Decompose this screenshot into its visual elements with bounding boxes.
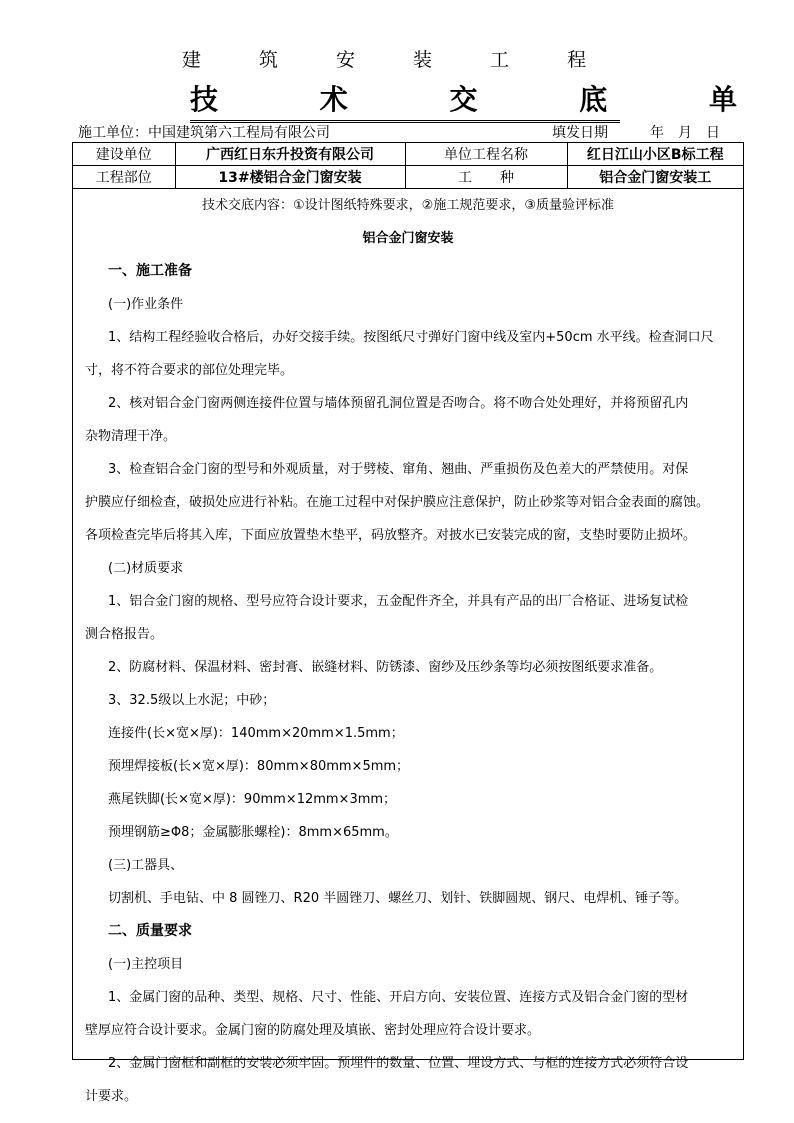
paragraph-line: 2、金属门窗框和副框的安装必须牢固。预埋件的数量、位置、埋设方式、与框的连接方式必须符合设 xyxy=(108,1056,689,1071)
construction-unit-label: 施工单位：中国建筑第六工程局有限公司 xyxy=(78,125,330,141)
paragraph-line: 测合格报告。 xyxy=(85,627,164,642)
paragraph-line: 3、32.5级以上水泥；中砂； xyxy=(108,693,276,708)
owner-value: 广西红日东升投资有限公司 xyxy=(175,143,405,166)
paragraph-line: 1、结构工程经验收合格后，办好交接手续。按图纸尺寸弹好门窗中线及室内+50cm 水平线。检查洞口尺 xyxy=(108,330,714,345)
paragraph-line: 1、铝合金门窗的规格、型号应符合设计要求，五金配件齐全，并具有产品的出厂合格证、进场复试检 xyxy=(108,594,689,609)
intro-line: 技术交底内容：①设计图纸特殊要求，②施工规范要求，③质量验评标准 xyxy=(202,198,614,213)
section-heading: 一、施工准备 xyxy=(108,263,192,279)
info-row-owner xyxy=(73,143,743,166)
owner-label: 建设单位 xyxy=(73,143,175,166)
issue-date-label: 填发日期 年 月 日 xyxy=(552,125,720,141)
info-table xyxy=(73,143,743,189)
paragraph-line: 杂物清理干净。 xyxy=(85,429,177,444)
part-value: 13#楼铝合金门窗安装 xyxy=(175,166,405,189)
disclosure-content xyxy=(73,189,743,1113)
part-label: 工程部位 xyxy=(73,166,175,189)
paragraph-line: 2、核对铝合金门窗两侧连接件位置与墙体预留孔洞位置是否吻合。将不吻合处处理好，并将预留孔内 xyxy=(108,396,689,411)
subsection-heading: (三)工器具、 xyxy=(108,858,184,873)
paragraph-line: 切割机、手电钻、中 8 圆锉刀、R20 半圆锉刀、螺丝刀、划针、铁脚圆规、钢尺、电焊机、锤子等。 xyxy=(108,891,688,906)
paragraph-line: 燕尾铁脚(长×宽×厚)：90mm×12mm×3mm； xyxy=(108,792,397,807)
paragraph-line: 计要求。 xyxy=(85,1089,138,1104)
project-name-label: 单位工程名称 xyxy=(405,143,567,166)
paragraph-line: 各项检查完毕后将其入库，下面应放置垫木垫平，码放整齐。对披水已安装完成的窗，支垫时要防止损坏。 xyxy=(85,528,697,543)
paragraph-line: 连接件(长×宽×厚)：140mm×20mm×1.5mm； xyxy=(108,726,404,741)
paragraph-line: 2、防腐材料、保温材料、密封膏、嵌缝材料、防锈漆、窗纱及压纱条等均必须按图纸要求准备。 xyxy=(108,660,663,675)
paragraph-line: 1、金属门窗的品种、类型、规格、尺寸、性能、开启方向、安装位置、连接方式及铝合金门窗的型材 xyxy=(108,990,689,1005)
disclosure-frame xyxy=(72,142,744,1104)
trade-value: 铝合金门窗安装工 xyxy=(567,166,743,189)
project-name-value: 红日江山小区B标工程 xyxy=(567,143,743,166)
document-title-top: 建 筑 安 装 工 程 xyxy=(181,49,613,71)
paragraph-line: 3、检查铝合金门窗的型号和外观质量，对于劈棱、窜角、翘曲、严重损伤及色差大的严禁使用。对保 xyxy=(108,462,689,477)
paragraph-line: 壁厚应符合设计要求。金属门窗的防腐处理及填嵌、密封处理应符合设计要求。 xyxy=(85,1023,541,1038)
subsection-heading: (二)材质要求 xyxy=(108,561,184,576)
paragraph-line: 预埋钢筋≥Φ8；金属膨胀螺栓)：8mm×65mm。 xyxy=(108,825,398,840)
paragraph-line: 护膜应仔细检查，破损处应进行补粘。在施工过程中对保护膜应注意保护，防止砂浆等对铝合金表面的腐蚀。 xyxy=(85,495,710,510)
subject-title: 铝合金门窗安装 xyxy=(362,231,454,246)
trade-label: 工 种 xyxy=(405,166,567,189)
subsection-heading: (一)主控项目 xyxy=(108,957,184,972)
paragraph-line: 预埋焊接板(长×宽×厚)：80mm×80mm×5mm； xyxy=(108,759,410,774)
info-row-part xyxy=(73,166,743,189)
paragraph-line: 寸，将不符合要求的部位处理完毕。 xyxy=(85,363,294,378)
section-heading: 二、质量要求 xyxy=(108,923,192,939)
subsection-heading: (一)作业条件 xyxy=(108,297,184,312)
document-title-main: 技 术 交 底 单 xyxy=(190,78,620,123)
